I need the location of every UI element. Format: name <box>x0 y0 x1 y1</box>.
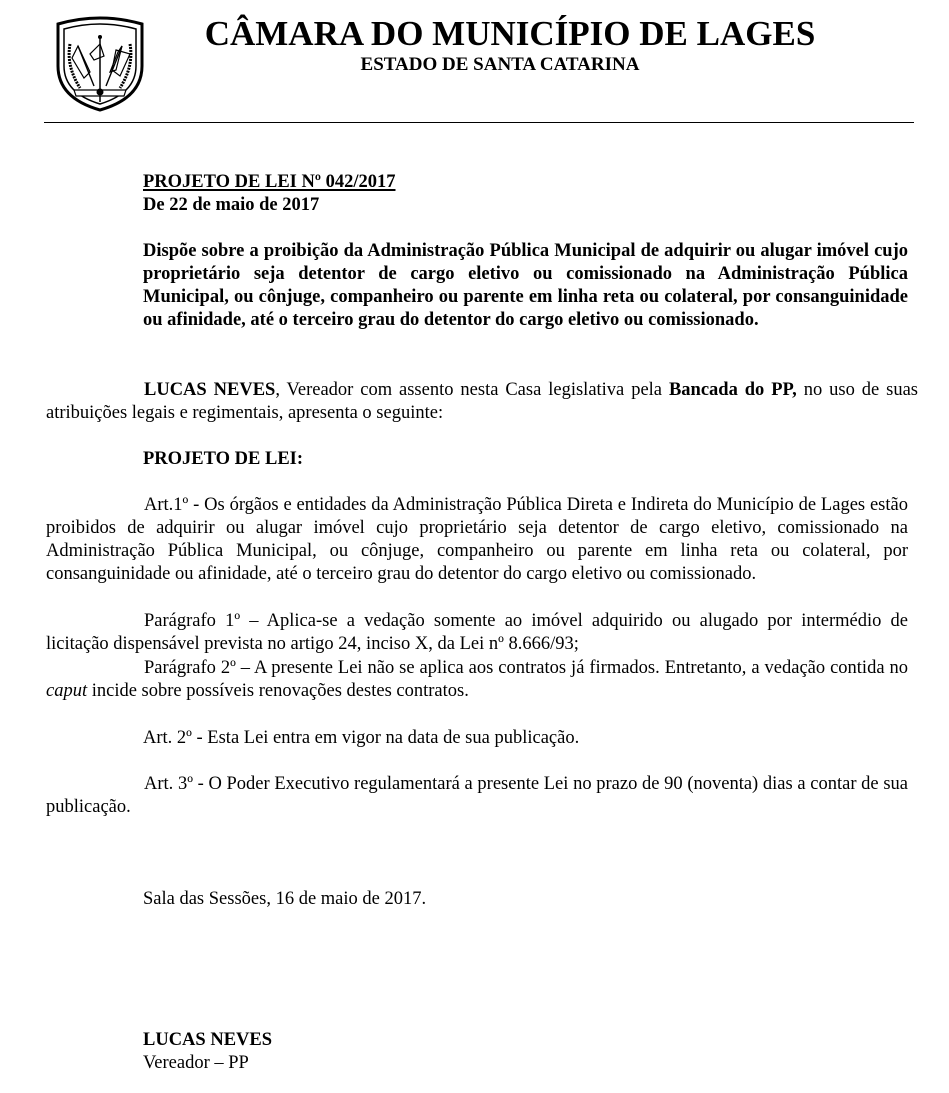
paragraph-1: Parágrafo 1º – Aplica-se a vedação somente ao imóvel adquirido ou alugado por intermédio de licitação dispensável prevista no artigo 24, inciso X, da Lei nº 8.666/93; <box>46 611 908 654</box>
place-and-date: Sala das Sessões, 16 de maio de 2017. <box>143 889 427 909</box>
article-3: Art. 3º - O Poder Executivo regulamentará a presente Lei no prazo de 90 (noventa) dias a contar de sua publicação. <box>46 774 908 817</box>
article-1: Art.1º - Os órgãos e entidades da Administração Pública Direta e Indireta do Município de Lages estão proibidos de adquirir ou alugar imóvel cujo proprietário seja detentor de cargo eletivo, comissionado na Administração Pública Municipal, ou cônjuge, companheiro ou parente em linha reta ou colateral, por consanguinidade ou afinidade, até o terceiro grau do detentor do cargo eletivo ou comissionado. <box>46 495 908 584</box>
signer-name: LUCAS NEVES <box>143 1030 273 1050</box>
institution-title: CÂMARA DO MUNICÍPIO DE LAGES <box>204 14 816 53</box>
paragraph-2-text-a: Parágrafo 2º – A presente Lei não se aplica aos contratos já firmados. Entretanto, a vedação contida no <box>144 658 908 678</box>
preamble-text-2: no uso de suas atribuições legais e regimentais, apresenta o seguinte: <box>46 380 918 423</box>
bill-summary: Dispõe sobre a proibição da Administração Pública Municipal de adquirir ou alugar imóvel cujo proprietário seja detentor de cargo eletivo ou comissionado na Administração Pública Municipal, ou cônjuge, companheiro ou parente em linha reta ou colateral, por consanguinidade ou afinidade, até o terceiro grau do detentor do cargo eletivo ou comissionado. <box>143 241 908 330</box>
paragraph-2 <box>46 657 908 703</box>
preamble-text-1: , Vereador com assento nesta Casa legislativa pela <box>275 380 669 400</box>
preamble <box>46 379 918 425</box>
article-2: Art. 2º - Esta Lei entra em vigor na data de sua publicação. <box>143 728 580 748</box>
header-divider <box>44 122 914 123</box>
signer-role: Vereador – PP <box>143 1053 249 1073</box>
party-name: Bancada do PP, <box>668 380 797 400</box>
bill-number <box>143 171 395 194</box>
bill-date: De 22 de maio de 2017 <box>143 195 320 215</box>
section-heading: PROJETO DE LEI: <box>143 449 304 469</box>
paragraph-2-text-b: incide sobre possíveis renovações destes contratos. <box>87 681 469 701</box>
author-name: LUCAS NEVES <box>144 380 276 400</box>
caput-term: caput <box>46 681 88 701</box>
coat-of-arms-icon <box>52 16 148 112</box>
institution-subtitle: ESTADO DE SANTA CATARINA <box>360 54 640 75</box>
bill-number-text: PROJETO DE LEI Nº 042/2017 <box>143 172 396 192</box>
